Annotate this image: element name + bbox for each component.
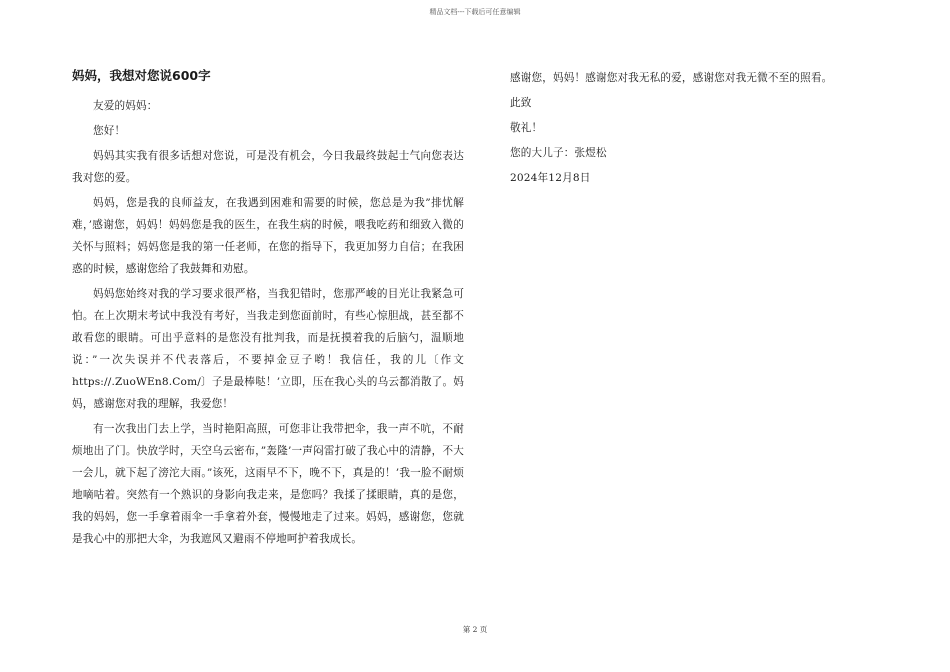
signature: 您的大儿子：张煜松 [510,147,607,159]
paragraph: 妈妈您始终对我的学习要求很严格，当我犯错时，您那严峻的目光让我紧急可怕。在上次期末考试中我没有考好，当我走到您面前时，有些心惊胆战，甚至都不敢看您的眼睛。可出乎意料的是您没有批判我，而是抚摸着我的后脑勺，温顺地说：”一次失误并不代表落后，不要掉金豆子哟！我信任，我的儿〔作文https://.ZuoWEn8.Com/〕子是最棒哒！’立即，压在我心头的乌云都消散了。妈妈，感谢您对我的理解，我爱您！ [72,288,464,410]
right-column [510,67,902,192]
greeting: 您好！ [93,125,126,137]
page-number: 第 2 页 [462,625,488,634]
date: 2024年12月8日 [510,172,591,184]
paragraph: 妈妈其实我有很多话想对您说，可是没有机会，今日我最终鼓起士气向您表达我对您的爱。 [72,150,464,184]
paragraph: 有一次我出门去上学，当时艳阳高照，可您非让我带把伞，我一声不吭，不耐烦地出了门。快放学时，天空乌云密布，”轰隆’一声闷雷打破了我心中的清静，不大一会儿，就下起了滂沱大雨。”该死，这雨早不下，晚不下，真是的！’我一脸不耐烦地嘀咕着。突然有一个熟识的身影向我走来，是您吗？我揉了揉眼睛，真的是您，我的妈妈，您一手拿着雨伞一手拿着外套，慢慢地走了过来。妈妈，感谢您，您就是我心中的那把大伞，为我遮风又避雨不停地呵护着我成长。 [72,423,464,545]
salutation: 友爱的妈妈： [93,100,158,112]
closing-phrase: 此致 [510,97,532,109]
paragraph: 妈妈，您是我的良师益友，在我遇到困难和需要的时候，您总是为我”排忧解难，’感谢您，妈妈！妈妈您是我的医生，在我生病的时候，喂我吃药和细致入微的关怀与照料；妈妈您是我的第一任老师，在您的指导下，我更加努力自信；在我困惑的时候，感谢您给了我鼓舞和劝慰。 [72,197,464,275]
article-title: 妈妈，我想对您说600字 [72,68,211,83]
page-header-note: 精品文档---下载后可任意编辑 [429,8,521,16]
closing-salute: 敬礼！ [510,122,543,134]
left-column [72,67,464,553]
closing-paragraph: 感谢您，妈妈！感谢您对我无私的爱，感谢您对我无微不至的照看。 [510,72,833,84]
